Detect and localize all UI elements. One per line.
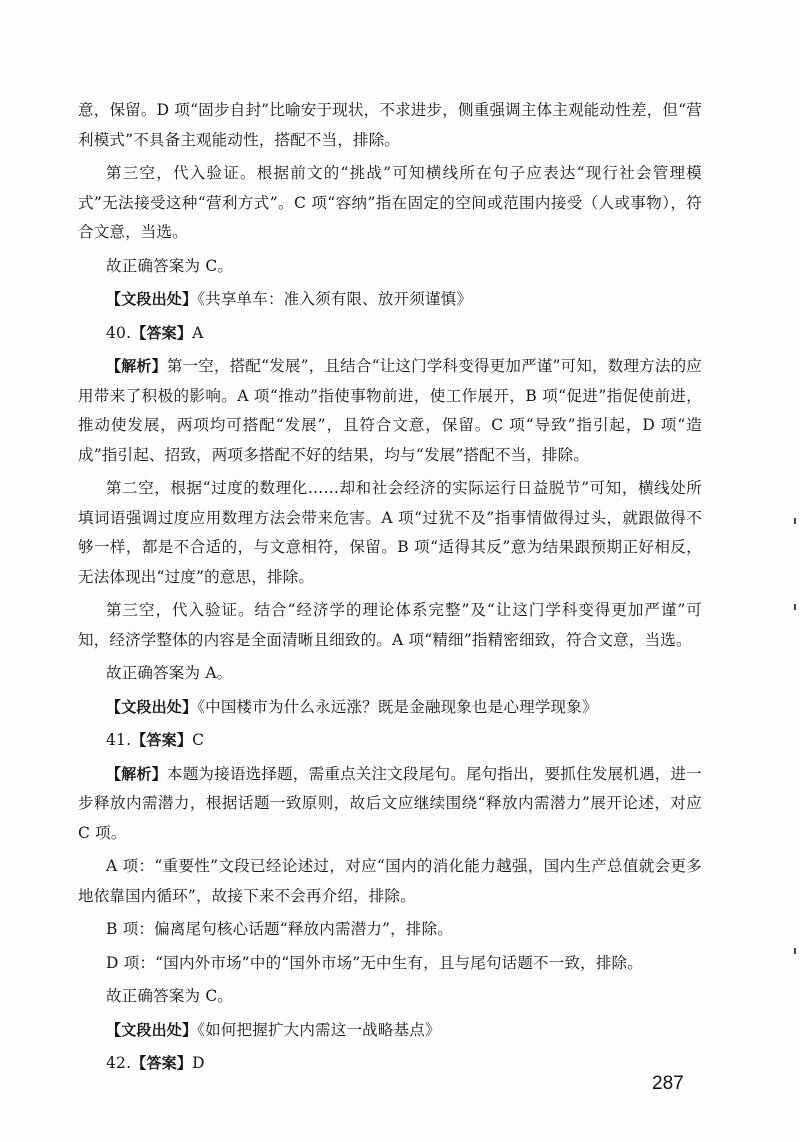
- question-number: 41.: [106, 731, 132, 749]
- answer-value: C: [192, 731, 205, 749]
- source-title: 《共享单车：准入须有限、放开须谨慎》: [197, 290, 473, 308]
- paragraph-text: 第一空，搭配“发展”，且结合“让这门学科变得更加严谨”可知，数理方法的应用带来了积极的影响。A 项“推动”指使事物前进，使工作展开，B 项“促进”指促使前进，推动使发展，两项均可搭配“发展”，且符合文意，保留。C 项“导致”指引起，D 项“造成”指引起、招致，两项多搭配不好的结果，均与“发展”搭配不当，排除。: [78, 357, 702, 464]
- page-body: [78, 96, 702, 1083]
- answer-value: A: [192, 323, 204, 342]
- source-line: [78, 1016, 702, 1046]
- source-label: 【文段出处】: [106, 1020, 198, 1039]
- source-title: 《中国楼市为什么永远涨？既是金融现象也是心理学现象》: [197, 697, 598, 716]
- source-label: 【文段出处】: [106, 697, 198, 716]
- paragraph: [78, 659, 702, 689]
- paragraph: [78, 474, 702, 592]
- paragraph: [78, 96, 702, 155]
- source-label: 【文段出处】: [106, 290, 198, 308]
- paragraph-text: A 项：“重要性”文段已经论述过，对应“国内的消化能力越强，国内生产总值就会更多地依靠国内循环”，故接下来不会再介绍，排除。: [78, 857, 702, 905]
- paragraph-text: 第三空，代入验证。结合“经济学的理论体系完整”及“让这门学科变得更加严谨”可知，经济学整体的内容是全面清晰且细致的。A 项“精细”指精密细致，符合文意，当选。: [78, 601, 702, 649]
- answer-label: 【答案】: [131, 1054, 193, 1072]
- paragraph-text: 故正确答案为 A。: [106, 664, 233, 682]
- paragraph-text: 本题为接语选择题，需重点关注文段尾句。尾句指出，要抓住发展机遇，进一步释放内需潜力，根据话题一致原则，故后文应继续围绕“释放内需潜力”展开论述，对应 C 项。: [78, 764, 702, 842]
- answer-line: [78, 319, 702, 349]
- paragraph-text: B 项：偏离尾句核心话题“释放内需潜力”，排除。: [106, 920, 453, 938]
- paragraph: [78, 252, 702, 282]
- paragraph-text: 意，保留。D 项“固步自封”比喻安于现状，不求进步，侧重强调主体主观能动性差，但“营利模式”不具备主观能动性，搭配不当，排除。: [78, 101, 702, 149]
- source-line: [78, 285, 702, 315]
- paragraph-text: D 项：“国内外市场”中的“国外市场”无中生有，且与尾句话题不一致，排除。: [106, 953, 643, 972]
- paragraph-text: 第二空，根据“过度的数理化……却和社会经济的实际运行日益脱节”可知，横线处所填词语强调过度应用数理方法会带来危害。A 项“过犹不及”指事情做得过头，就跟做得不够一样，都是不合适的，与文意相符，保留。B 项“适得其反”意为结果跟预期正好相反，无法体现出“过度”的意思，排除。: [78, 479, 702, 586]
- paragraph: [78, 596, 702, 655]
- analysis-label: 【解析】: [106, 764, 167, 783]
- paragraph: [78, 982, 702, 1012]
- paragraph-text: 故正确答案为 C。: [106, 987, 234, 1005]
- source-line: [78, 693, 702, 723]
- page-number: 287: [652, 1073, 684, 1094]
- answer-value: D: [192, 1054, 205, 1072]
- paragraph-text: 第三空，代入验证。根据前文的“挑战”可知横线所在句子应表达“现行社会管理模式”无法接受这种“营利方式”。C 项“容纳”指在固定的空间或范围内接受（人或事物），符合文意，当选。: [78, 164, 702, 241]
- question-number: 42.: [106, 1054, 132, 1072]
- answer-line: [78, 1049, 702, 1079]
- source-title: 《如何把握扩大内需这一战略基点》: [197, 1020, 441, 1039]
- paragraph: [78, 915, 702, 945]
- scan-edge-mark: [794, 604, 796, 610]
- answer-label: 【答案】: [131, 731, 193, 749]
- scan-edge-mark: [794, 518, 796, 524]
- paragraph: [78, 949, 702, 979]
- question-number: 40.: [106, 323, 132, 342]
- analysis-paragraph: [78, 352, 702, 470]
- paragraph: [78, 159, 702, 248]
- paragraph-text: 故正确答案为 C。: [106, 256, 234, 275]
- answer-line: [78, 726, 702, 756]
- paragraph: [78, 852, 702, 911]
- answer-label: 【答案】: [131, 323, 193, 342]
- analysis-label: 【解析】: [106, 357, 167, 375]
- analysis-paragraph: [78, 760, 702, 849]
- scan-edge-mark: [794, 948, 796, 954]
